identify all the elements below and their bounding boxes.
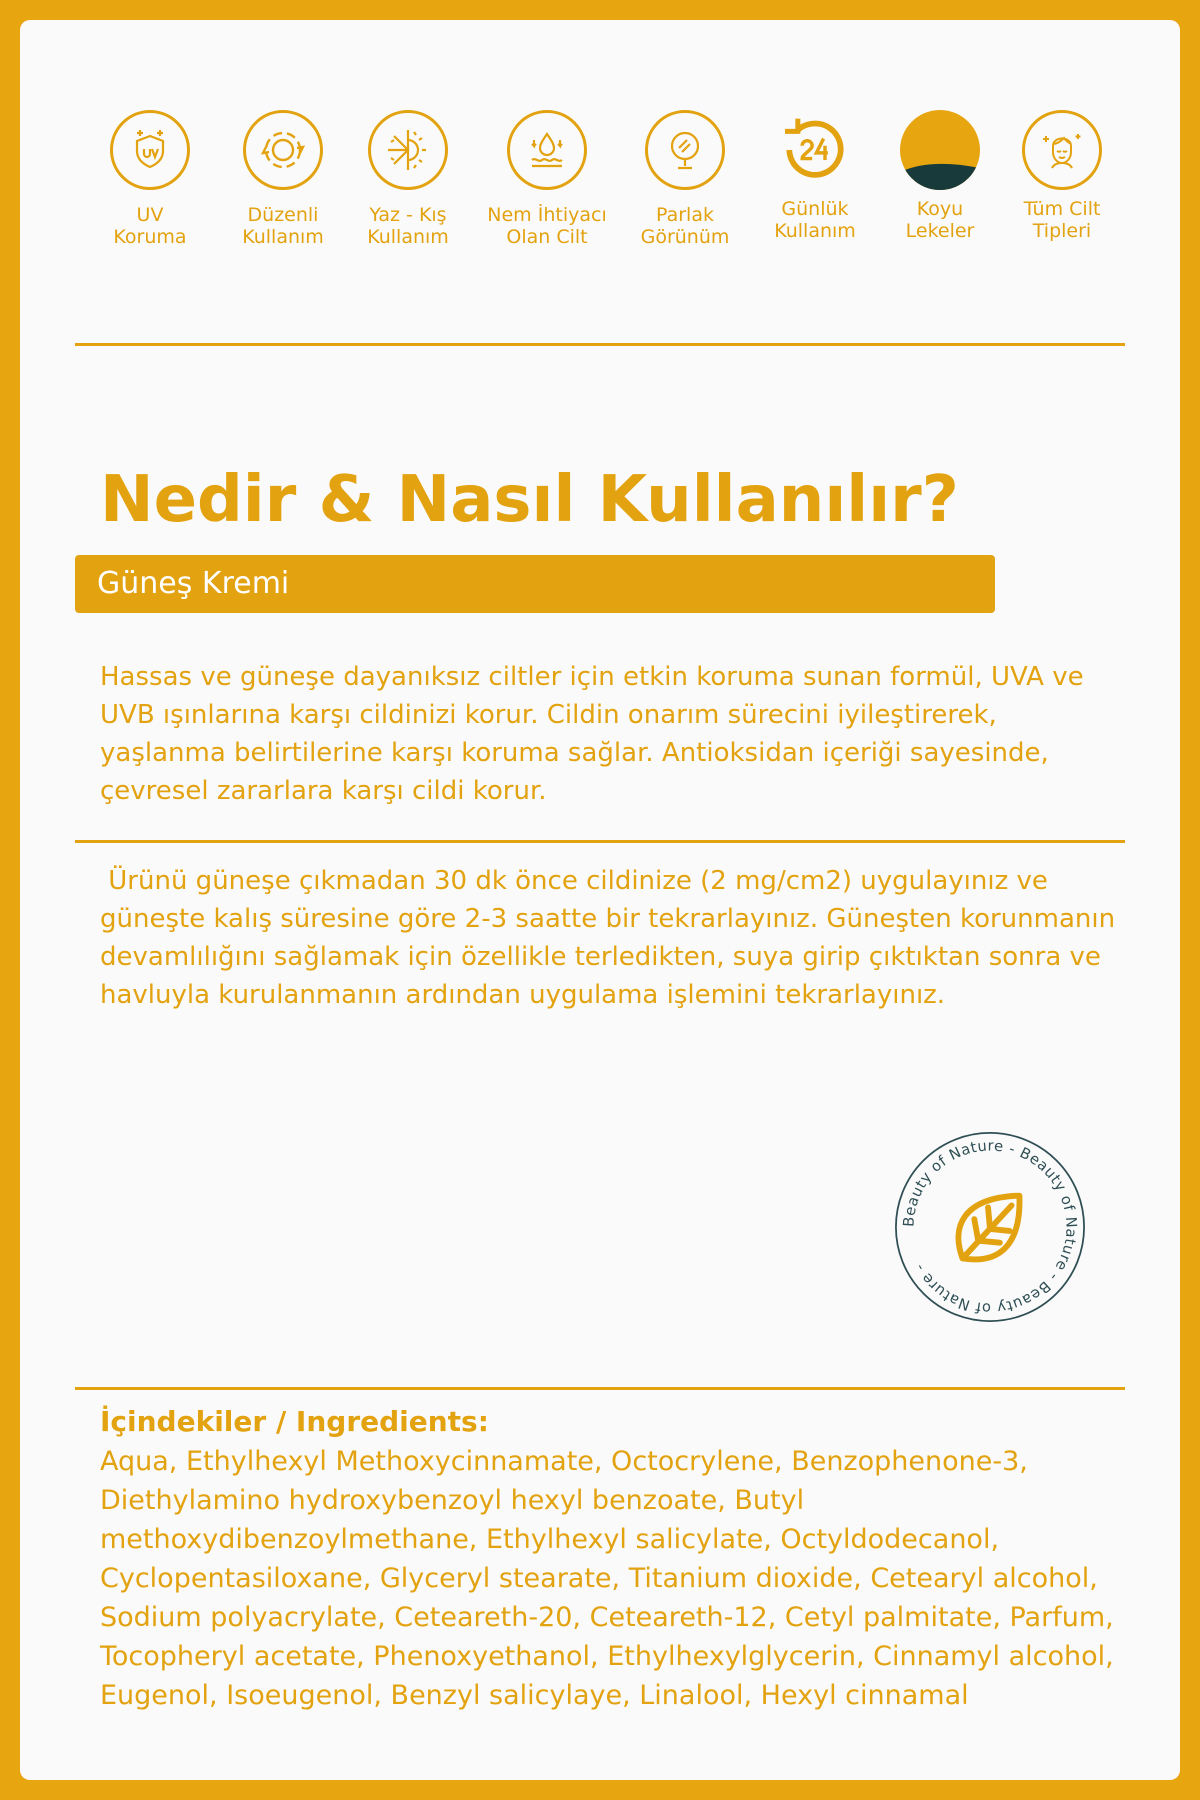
face-sparkle-icon [1022, 110, 1102, 190]
feature-shiny-look [615, 110, 755, 248]
feature-label: Düzenli Kullanım [242, 204, 324, 248]
feature-daily-use [745, 110, 885, 242]
24-hours-icon [775, 110, 855, 190]
feature-label: Parlak Görünüm [640, 204, 730, 248]
ingredients-title: İçindekiler / Ingredients: [100, 1405, 489, 1438]
leaf-icon [958, 1196, 1019, 1260]
page-title: Nedir & Nasıl Kullanılır? [100, 463, 959, 537]
divider [75, 1387, 1125, 1390]
divider [75, 343, 1125, 346]
feature-all-skin-types [992, 110, 1132, 242]
dark-spot-icon [900, 110, 980, 190]
feature-regular-use [213, 110, 353, 248]
feature-summer-winter [338, 110, 478, 248]
recycle-circle-icon [243, 110, 323, 190]
product-label-bar: Güneş Kremi [75, 555, 995, 613]
feature-label: Tüm Cilt Tipleri [1023, 198, 1101, 242]
badge-text: Beauty of Nature - Beauty of Nature - Beauty of Nature - [900, 1137, 1080, 1317]
uv-shield-icon [110, 110, 190, 190]
beauty-of-nature-badge [892, 1129, 1088, 1325]
description-text: Hassas ve güneşe dayanıksız ciltler için etkin koruma sunan formül, UVA ve UVB ışınlarına karşı cildinizi korur. Cildin onarım sürecini iyileştirerek, yaşlanma belirtilerine karşı koruma sağlar. Antioksidan içeriği sayesinde, çevresel zararlara karşı cildi korur. [100, 662, 1084, 806]
feature-label: Günlük Kullanım [774, 198, 856, 242]
usage-text: Ürünü güneşe çıkmadan 30 dk önce cildinize (2 mg/cm2) uygulayınız ve güneşte kalış süresine göre 2-3 saatte bir tekrarlayınız. Güneşten korunmanın devamlılığını sağlamak için özellikle terledikten, suya girip çıktıktan sonra ve havluyla kurulanmanın ardından uygulama işlemini tekrarlayınız. [100, 866, 1124, 1010]
feature-label: Nem İhtiyacı Olan Cilt [487, 204, 607, 248]
ingredients-list: Aqua, Ethylhexyl Methoxycinnamate, Octocrylene, Benzophenone-3, Diethylamino hydroxybenzoyl hexyl benzoate, Butyl methoxydibenzoylmethane, Ethylhexyl salicylate, Octyldodecanol, Cyclopentasiloxane, Glyceryl stearate, Titanium dioxide, Cetearyl alcohol, Sodium polyacrylate, Ceteareth-20, Ceteareth-12, Cetyl palmitate, Parfum, Tocopheryl acetate, Phenoxyethanol, Ethylhexylglycerin, Cinnamyl alcohol, Eugenol, Isoeugenol, Benzyl salicylaye, Linalool, Hexyl cinnamal [100, 1446, 1114, 1711]
feature-icons-row [80, 110, 1140, 280]
product-info-card [20, 20, 1180, 1780]
feature-label: Koyu Lekeler [905, 198, 975, 242]
sun-snowflake-icon [368, 110, 448, 190]
feature-label: UV Koruma [113, 204, 187, 248]
feature-label: Yaz - Kış Kullanım [367, 204, 449, 248]
divider [75, 840, 1125, 843]
feature-moisture-need [477, 110, 617, 248]
feature-uv-protection [80, 110, 220, 248]
feature-dark-spots [870, 110, 1010, 242]
mirror-icon [645, 110, 725, 190]
water-drop-icon [507, 110, 587, 190]
